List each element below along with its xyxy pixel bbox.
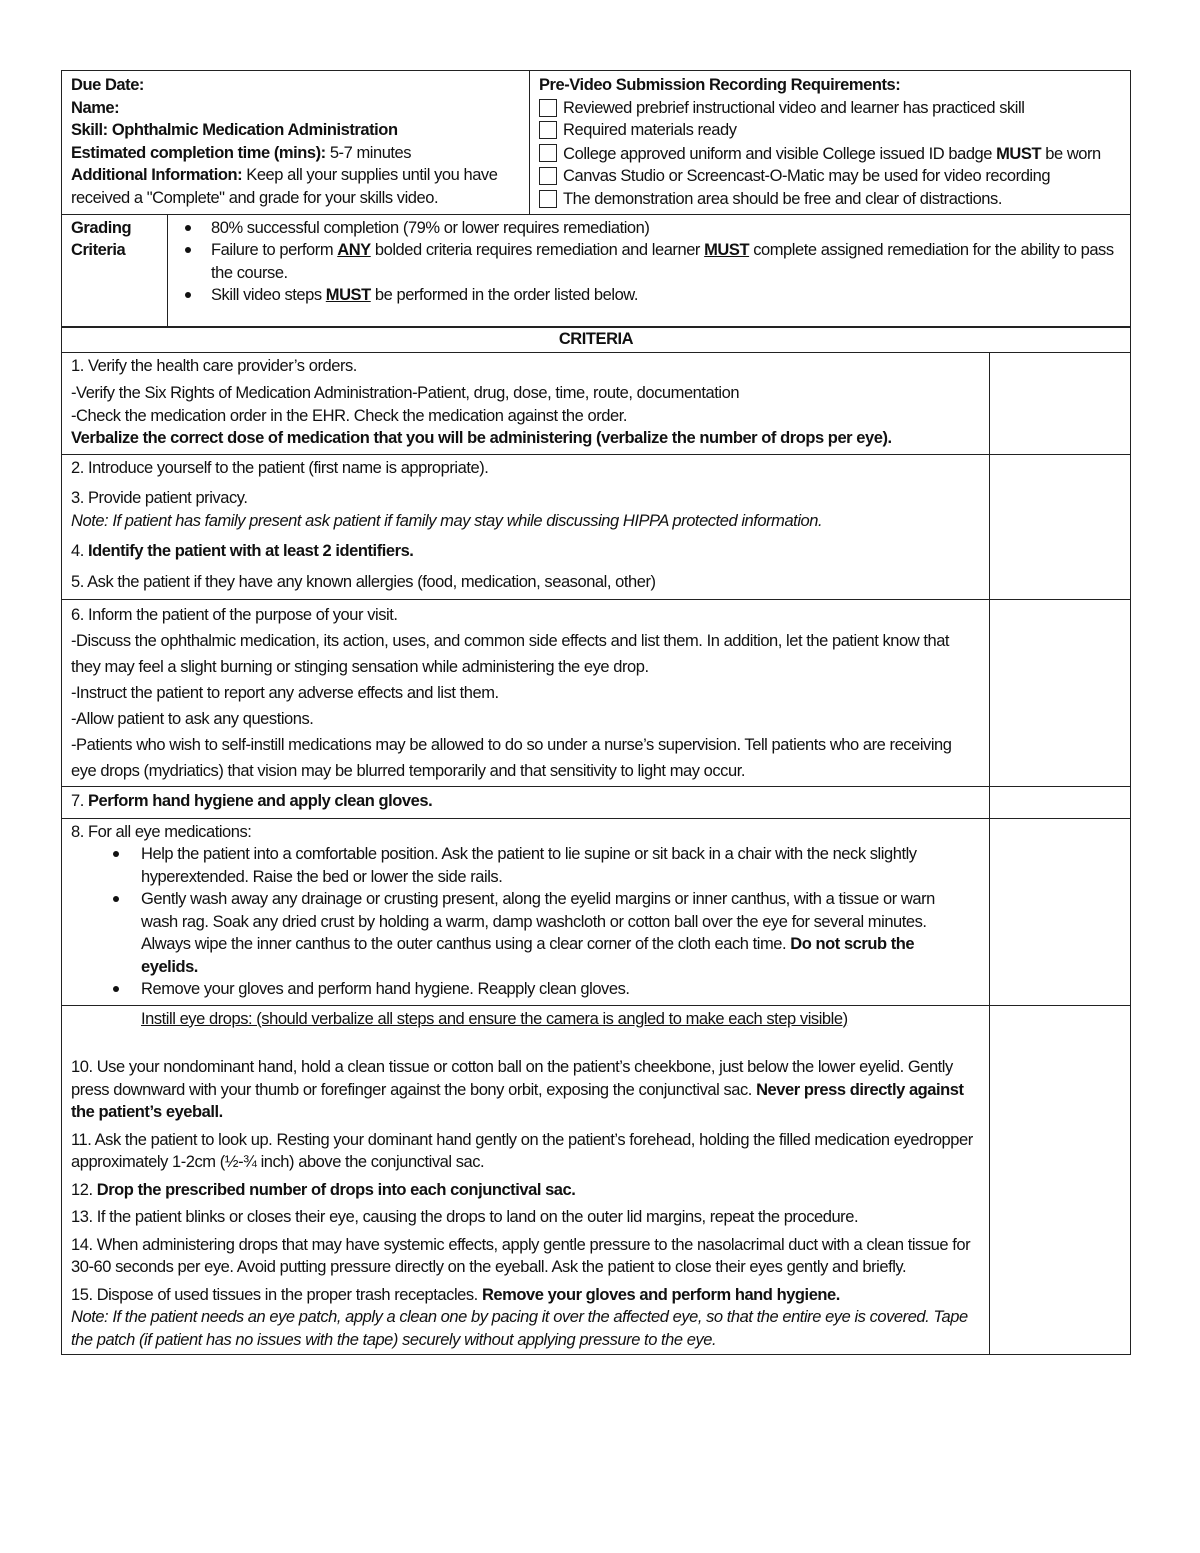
grading-bullet: 80% successful completion (79% or lower requires remediation)	[177, 217, 1116, 240]
completion-time-value: 5-7 minutes	[325, 143, 412, 162]
step-7	[71, 790, 980, 813]
step-3: 3. Provide patient privacy.	[71, 489, 248, 507]
grading-list-cell	[168, 214, 1131, 327]
instill-heading: Instill eye drops: (should verbalize all steps and ensure the camera is angled to make each step visible)	[141, 1009, 848, 1028]
step-8-list	[71, 843, 969, 1001]
must-emphasis: MUST	[704, 241, 750, 259]
grading-bullet: Skill video steps MUST be performed in the order listed below.	[177, 284, 1116, 307]
requirement-uniform	[539, 142, 1121, 166]
step-10: 10. Use your nondominant hand, hold a clean tissue or cotton ball on the patient’s cheekbone, just below the lower eyelid. Gently press downward with your thumb or forefinger against the bony orbit, exposing the conjunctival sac. Never press directly against the patient’s eyeball.	[71, 1058, 964, 1121]
criteria-step-1	[62, 352, 990, 454]
uniform-must: MUST	[996, 144, 1042, 163]
check-cell[interactable]	[990, 454, 1131, 600]
step-1-line-b: -Check the medication order in the EHR. Check the medication against the order.	[71, 406, 628, 425]
criteria-table	[61, 326, 1131, 1355]
step-3-note: Note: If patient has family present ask patient if family may stay while discussing HIPPA protected information.	[71, 511, 823, 530]
criteria-row-10-15	[62, 1005, 1131, 1355]
step-15-emphasis: Remove your gloves and perform hand hygiene.	[481, 1285, 840, 1304]
requirement-checkbox[interactable]	[539, 121, 557, 139]
requirements-title: Pre-Video Submission Recording Requirements:	[539, 76, 901, 94]
criteria-steps-2-5	[62, 454, 990, 600]
uniform-text-post: be worn	[1041, 144, 1101, 163]
criteria-row-7	[62, 787, 1131, 819]
uniform-text-pre: College approved uniform and visible College issued ID badge	[559, 144, 997, 163]
step-12	[71, 1179, 975, 1202]
criteria-row-1	[62, 352, 1131, 454]
grading-label: Grading Criteria	[62, 214, 168, 327]
grading-bullet: Failure to perform ANY bolded criteria requires remediation and learner MUST complete assigned remediation for the ability to pass the course.	[177, 239, 1116, 284]
step-6-title: 6. Inform the patient of the purpose of your visit.	[71, 606, 398, 624]
skill-title: Skill: Ophthalmic Medication Administration	[71, 121, 398, 139]
name-label: Name:	[71, 98, 120, 117]
completion-time	[71, 142, 520, 165]
info-table	[61, 70, 1131, 215]
step-12-number: 12.	[71, 1180, 97, 1199]
grading-list	[177, 217, 1116, 307]
step-15: 15. Dispose of used tissues in the proper trash receptacles. Remove your gloves and perform hand hygiene.	[71, 1285, 840, 1304]
requirement-materials	[539, 119, 1121, 142]
step-1-line-c: Verbalize the correct dose of medication that you will be administering (verbalize the number of drops per eye).	[71, 429, 892, 447]
requirement-checkbox[interactable]	[539, 190, 557, 208]
step-5: 5. Ask the patient if they have any known allergies (food, medication, seasonal, other)	[71, 572, 656, 591]
step-7-text: Perform hand hygiene and apply clean gloves.	[88, 792, 433, 810]
requirement-recording-tool	[539, 165, 1121, 188]
must-emphasis: MUST	[325, 286, 371, 304]
requirement-text: Canvas Studio or Screencast-O-Matic may be used for video recording	[563, 167, 1051, 185]
additional-info	[71, 164, 520, 209]
step-14: 14. When administering drops that may have systemic effects, apply gentle pressure to the nasolacrimal duct with a clean tissue for 30-60 seconds per eye. Avoid putting pressure directly on the eyeball. Ask the patient to close their eyes gently and briefly.	[71, 1235, 971, 1276]
requirement-text: The demonstration area should be free and clear of distractions.	[563, 189, 1002, 208]
step-12-text: Drop the prescribed number of drops into each conjunctival sac.	[96, 1180, 576, 1199]
check-cell[interactable]	[990, 352, 1131, 454]
check-cell[interactable]	[990, 818, 1131, 1005]
criteria-steps-10-15	[62, 1005, 990, 1355]
criteria-header: CRITERIA	[62, 327, 1131, 353]
step-7-number: 7.	[71, 792, 88, 810]
requirement-text: Required materials ready	[563, 121, 737, 139]
criteria-step-7	[62, 787, 990, 819]
requirement-text: Reviewed prebrief instructional video and learner has practiced skill	[563, 98, 1025, 117]
skills-checklist-page	[61, 70, 1131, 1355]
step-6-line-d: -Patients who wish to self-instill medications may be allowed to do so under a nurse’s supervision. Tell patients who are receiving eye drops (mydriatics) that vision may be blurred temporarily and that sensitivity to light may occur.	[71, 736, 952, 780]
step-15-note: Note: If the patient needs an eye patch, apply a clean one by pacing it over the affected eye, so that the entire eye is covered. Tape the patch (if patient has no issues with the tape) securely without applying pressure to the eye.	[71, 1308, 968, 1349]
step-6-line-c: -Allow patient to ask any questions.	[71, 710, 314, 728]
step-8-bullet: Gently wash away any drainage or crusting present, along the eyelid margins or inner canthus, with a tissue or warn wash rag. Soak any dried crust by holding a warm, damp washcloth or cotton ball over the eye for several minutes. Always wipe the inner canthus to the outer canthus using a clear corner of the cloth each time. Do not scrub the eyelids.	[71, 888, 969, 978]
student-info-cell	[62, 71, 530, 215]
step-8-title: 8. For all eye medications:	[71, 822, 252, 841]
step-10-emphasis: Never press directly against the patient’s eyeball.	[71, 1080, 964, 1121]
completion-time-label: Estimated completion time (mins):	[71, 143, 326, 162]
step-1-line-a: -Verify the Six Rights of Medication Administration-Patient, drug, dose, time, route, documentation	[71, 384, 740, 402]
any-emphasis: ANY	[337, 241, 371, 259]
criteria-row-6	[62, 600, 1131, 787]
no-scrub-emphasis: Do not scrub the eyelids.	[141, 935, 915, 976]
grading-table	[61, 214, 1131, 328]
step-4-text: Identify the patient with at least 2 identifiers.	[88, 542, 414, 560]
requirement-demo-area	[539, 188, 1121, 211]
step-8-bullet: Remove your gloves and perform hand hygiene. Reapply clean gloves.	[71, 978, 969, 1001]
step-13: 13. If the patient blinks or closes their eye, causing the drops to land on the outer lid margins, repeat the procedure.	[71, 1208, 859, 1226]
step-4-number: 4.	[71, 542, 88, 560]
step-6-line-a: -Discuss the ophthalmic medication, its action, uses, and common side effects and list them. In addition, let the patient know that they may feel a slight burning or stinging sensation while administering the eye drop.	[71, 632, 950, 676]
requirements-cell	[530, 71, 1131, 215]
requirement-checkbox[interactable]	[539, 167, 557, 185]
requirement-checkbox[interactable]	[539, 144, 557, 162]
step-4	[71, 540, 980, 563]
requirement-prebrief	[539, 97, 1121, 120]
criteria-step-8	[62, 818, 990, 1005]
step-6-line-b: -Instruct the patient to report any adverse effects and list them.	[71, 684, 499, 702]
criteria-row-2-5	[62, 454, 1131, 600]
step-11: 11. Ask the patient to look up. Resting your dominant hand gently on the patient’s forehead, holding the filled medication eyedropper approximately 1-2cm (½-¾ inch) above the conjunctival sac.	[71, 1130, 973, 1171]
additional-info-text: Keep all your supplies until you have received a "Complete" and grade for your skills video.	[71, 166, 498, 207]
criteria-step-6	[62, 600, 990, 787]
due-date-label: Due Date:	[71, 76, 144, 94]
step-2: 2. Introduce yourself to the patient (first name is appropriate).	[71, 458, 489, 477]
step-1-title: 1. Verify the health care provider’s orders.	[71, 356, 357, 375]
additional-info-label: Additional Information:	[71, 166, 243, 184]
check-cell[interactable]	[990, 787, 1131, 819]
requirement-checkbox[interactable]	[539, 99, 557, 117]
criteria-row-8	[62, 818, 1131, 1005]
check-cell[interactable]	[990, 1005, 1131, 1355]
step-8-bullet: Help the patient into a comfortable position. Ask the patient to lie supine or sit back in a chair with the neck slightly hyperextended. Raise the bed or lower the side rails.	[71, 843, 969, 888]
check-cell[interactable]	[990, 600, 1131, 787]
